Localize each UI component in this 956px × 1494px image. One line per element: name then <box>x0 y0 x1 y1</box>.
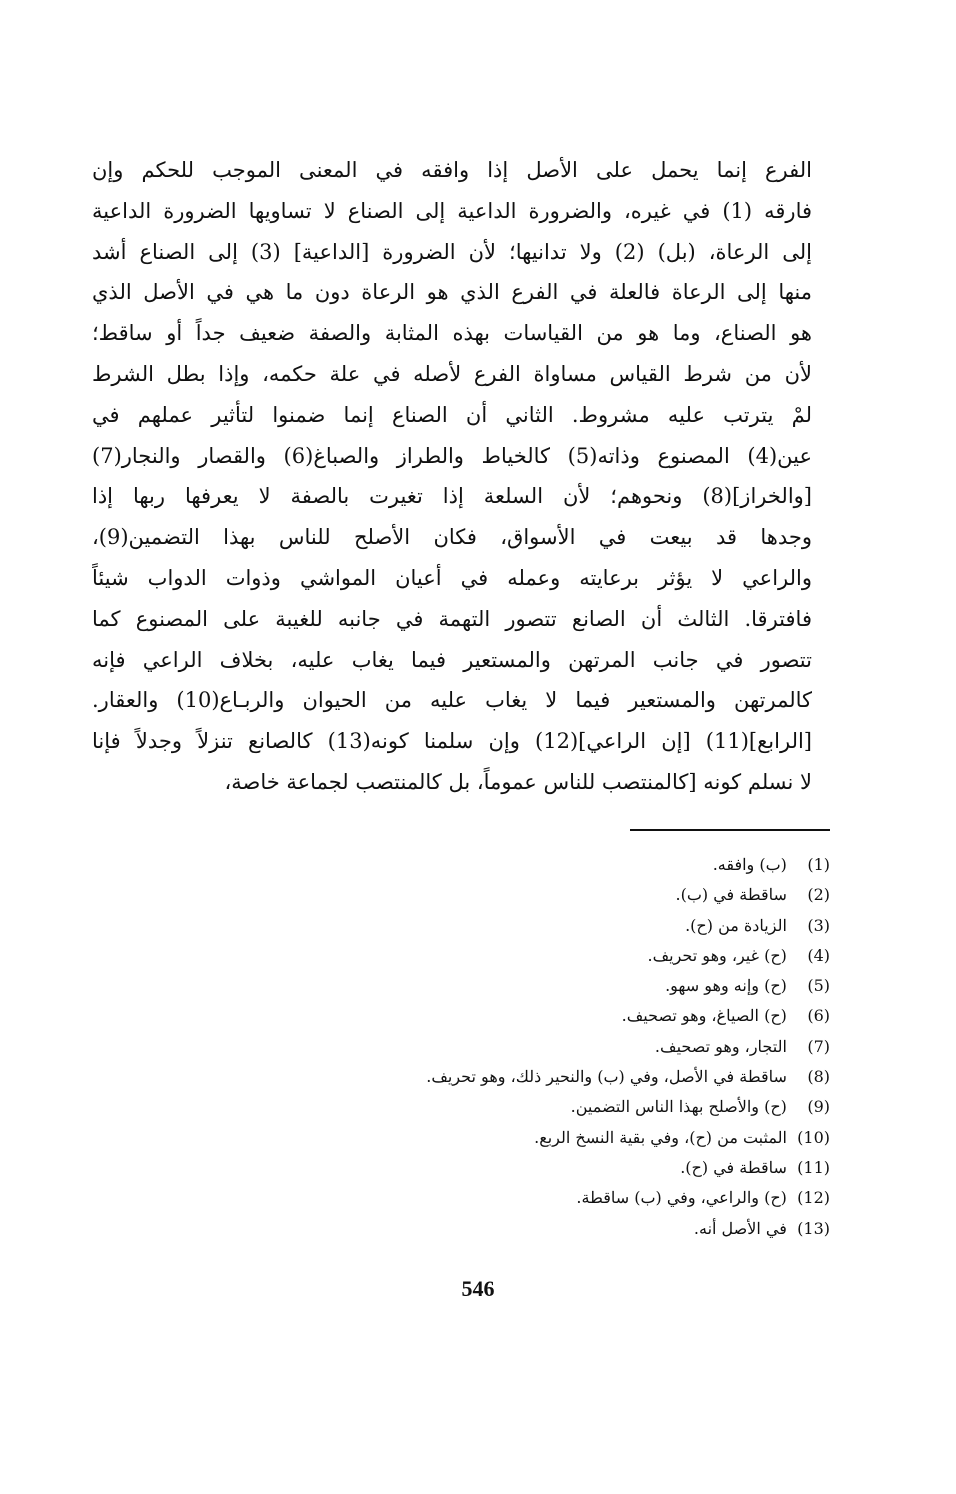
body-line: هو الصناع، وما هو من القياسات بهذه المثابة والصفة ضعيف جداً أو ساقط؛ <box>92 321 812 346</box>
footnote-number: (13) <box>797 1218 830 1238</box>
footnote-text: المثبت من (ح)، وفي بقية النسخ الربع. <box>534 1127 787 1147</box>
footnote-text: (ح) والأصلح بهذا الناس التضمين. <box>570 1097 787 1117</box>
main-text <box>92 150 812 803</box>
footnote <box>300 1092 830 1122</box>
body-line: لا نسلم كونه [كالمنتصب للناس عموماً، بل كالمنتصب لجماعة خاصة، <box>224 769 812 794</box>
footnote-number: (9) <box>807 1097 830 1117</box>
footnote <box>300 911 830 941</box>
body-line: منها إلى الرعاة فالعلة في الفرع الذي هو الرعاة دون ما هي في الأصل الذي <box>92 280 812 305</box>
footnote <box>300 1032 830 1062</box>
footnote-number: (8) <box>807 1067 830 1087</box>
body-line: والراعي لا يؤثر برعايته وعمله في أعيان المواشي وذوات الدواب شيئاً <box>92 565 812 590</box>
footnote-number: (4) <box>807 945 830 965</box>
footnote-number: (7) <box>807 1036 830 1056</box>
footnote-number: (1) <box>807 855 830 874</box>
body-line: [الرابع](11) [إن الراعي](12) وإن سلمنا كونه(13) كالصانع تنزلاً وجدلاً فإنا <box>92 729 812 754</box>
footnote-text: ساقطة في الأصل، وفي (ب) والنحير ذلك، وهو تحريف. <box>426 1067 787 1087</box>
footnote-number: (10) <box>797 1127 830 1147</box>
body-line: وجدها قد بيعت في الأسواق، فكان الأصلح للناس بهذا التضمين(9)، <box>92 525 812 550</box>
footnote-text: (ح) غير، وهو تحريف. <box>647 945 787 965</box>
footnote <box>300 1062 830 1092</box>
body-line: تتصور في جانب المرتهن والمستعير فيما يغاب عليه، بخلاف الراعي فإنه <box>92 647 812 672</box>
footnote-text: في الأصل أنه. <box>693 1218 787 1238</box>
footnote <box>300 850 830 880</box>
body-line: كالمرتهن والمستعير فيما لا يغاب عليه من الحيوان والربـاع(10) والعقار. <box>92 688 812 713</box>
body-line: عين(4) المصنوع وذاته(5) كالخياط والطراز والصباغ(6) والقصار والنجار(7) <box>92 443 812 468</box>
footnote-number: (5) <box>807 976 830 996</box>
body-line: الفرع إنما يحمل على الأصل إذا وافقه في المعنى الموجب للحكم وإن <box>92 158 812 182</box>
footnote-number: (3) <box>807 915 830 935</box>
footnote-number: (6) <box>807 1006 830 1026</box>
body-line: لأن من شرط القياس مساواة الفرع لأصله في علة حكمه، وإذا بطل الشرط <box>92 361 812 386</box>
footnote-text: ساقطة في (ح). <box>680 1157 787 1177</box>
body-line: فارقه (1) في غيره، والضرورة الداعية إلى الصناع لا تساويها الضرورة الداعية <box>92 198 812 223</box>
footnote-text: (ح) وإنه وهو سهو. <box>665 976 787 996</box>
footnote-text: (ح) الصياغ، وهو تصحيف. <box>621 1006 787 1026</box>
footnote-text: الزيادة من (ح). <box>685 915 787 935</box>
footnote-number: (2) <box>807 885 830 905</box>
body-line: إلى الرعاة، (بل) (2) ولا تدانيها؛ لأن الضرورة [الداعية] (3) إلى الصناع أشد <box>92 239 812 264</box>
footnote-number: (11) <box>797 1157 830 1177</box>
footnote <box>300 1214 830 1244</box>
footnote-separator <box>630 829 830 831</box>
footnote <box>300 880 830 910</box>
footnote <box>300 1153 830 1183</box>
footnotes <box>300 850 830 1244</box>
footnote <box>300 1123 830 1153</box>
page-number: 546 <box>461 1276 495 1301</box>
footnote-text: التجار، وهو تصحيف. <box>654 1036 787 1056</box>
body-line: [والخراز](8) ونحوهم؛ لأن السلعة إذا تغيرت بالصفة لا يعرفها ربها إذا <box>92 484 812 509</box>
footnote-number: (12) <box>797 1188 830 1208</box>
footnote-text: (ب) وافقه. <box>712 855 787 874</box>
body-line: لمْ يترتب عليه مشروط. الثاني أن الصناع إنما ضمنوا لتأثير عملهم في <box>92 402 812 427</box>
footnote <box>300 1183 830 1213</box>
body-line: فافترقا. الثالث أن الصانع تتصور التهمة في جانبه للغيبة على المصنوع كما <box>92 606 812 631</box>
footnote <box>300 971 830 1001</box>
footnote-text: ساقطة في (ب). <box>675 885 787 905</box>
footnote-text: (ح) والراعي، وفي (ب) ساقطة. <box>576 1188 787 1208</box>
footnote <box>300 1001 830 1031</box>
footnote <box>300 941 830 971</box>
